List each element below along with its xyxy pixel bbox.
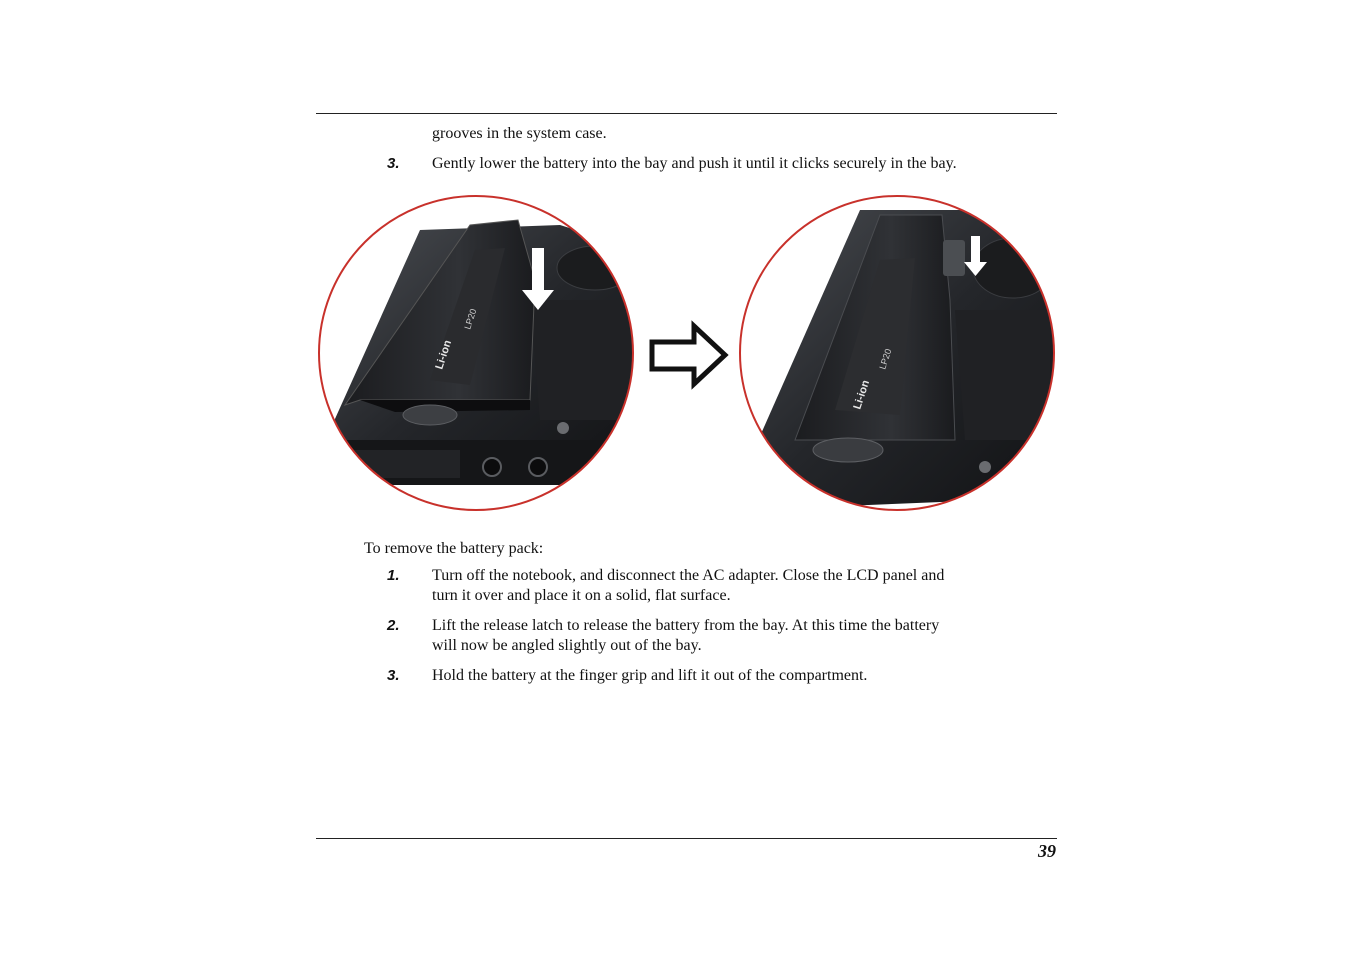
right-battery-model: LP20	[877, 347, 894, 371]
install-step-number: 3.	[387, 155, 400, 172]
remove-step-1-line-1: Turn off the notebook, and disconnect the AC adapter. Close the LCD panel and	[432, 567, 945, 584]
continued-text: grooves in the system case.	[432, 125, 607, 142]
left-battery-label: Li-ion	[433, 338, 455, 371]
remove-step-3-line-1: Hold the battery at the finger grip and lift it out of the compartment.	[432, 667, 868, 684]
remove-step-3-number: 3.	[387, 667, 400, 684]
remove-step-2-line-1: Lift the release latch to release the battery from the bay. At this time the battery	[432, 617, 940, 634]
right-arrow-icon	[652, 326, 725, 384]
page-number: 39	[1038, 841, 1056, 861]
footer-rule	[316, 838, 1057, 839]
remove-step-2-number: 2.	[387, 617, 400, 634]
install-step-text: Gently lower the battery into the bay and push it until it clicks securely in the bay.	[432, 155, 957, 172]
remove-step-1-line-2: turn it over and place it on a solid, flat surface.	[432, 587, 731, 604]
right-battery-label: Li-ion	[851, 378, 873, 411]
remove-step-2-line-2: will now be angled slightly out of the bay.	[432, 637, 702, 654]
right-photo	[737, 193, 1057, 513]
left-battery-model: LP20	[462, 307, 479, 331]
remove-step-1-number: 1.	[387, 567, 400, 584]
remove-intro: To remove the battery pack:	[364, 540, 544, 557]
